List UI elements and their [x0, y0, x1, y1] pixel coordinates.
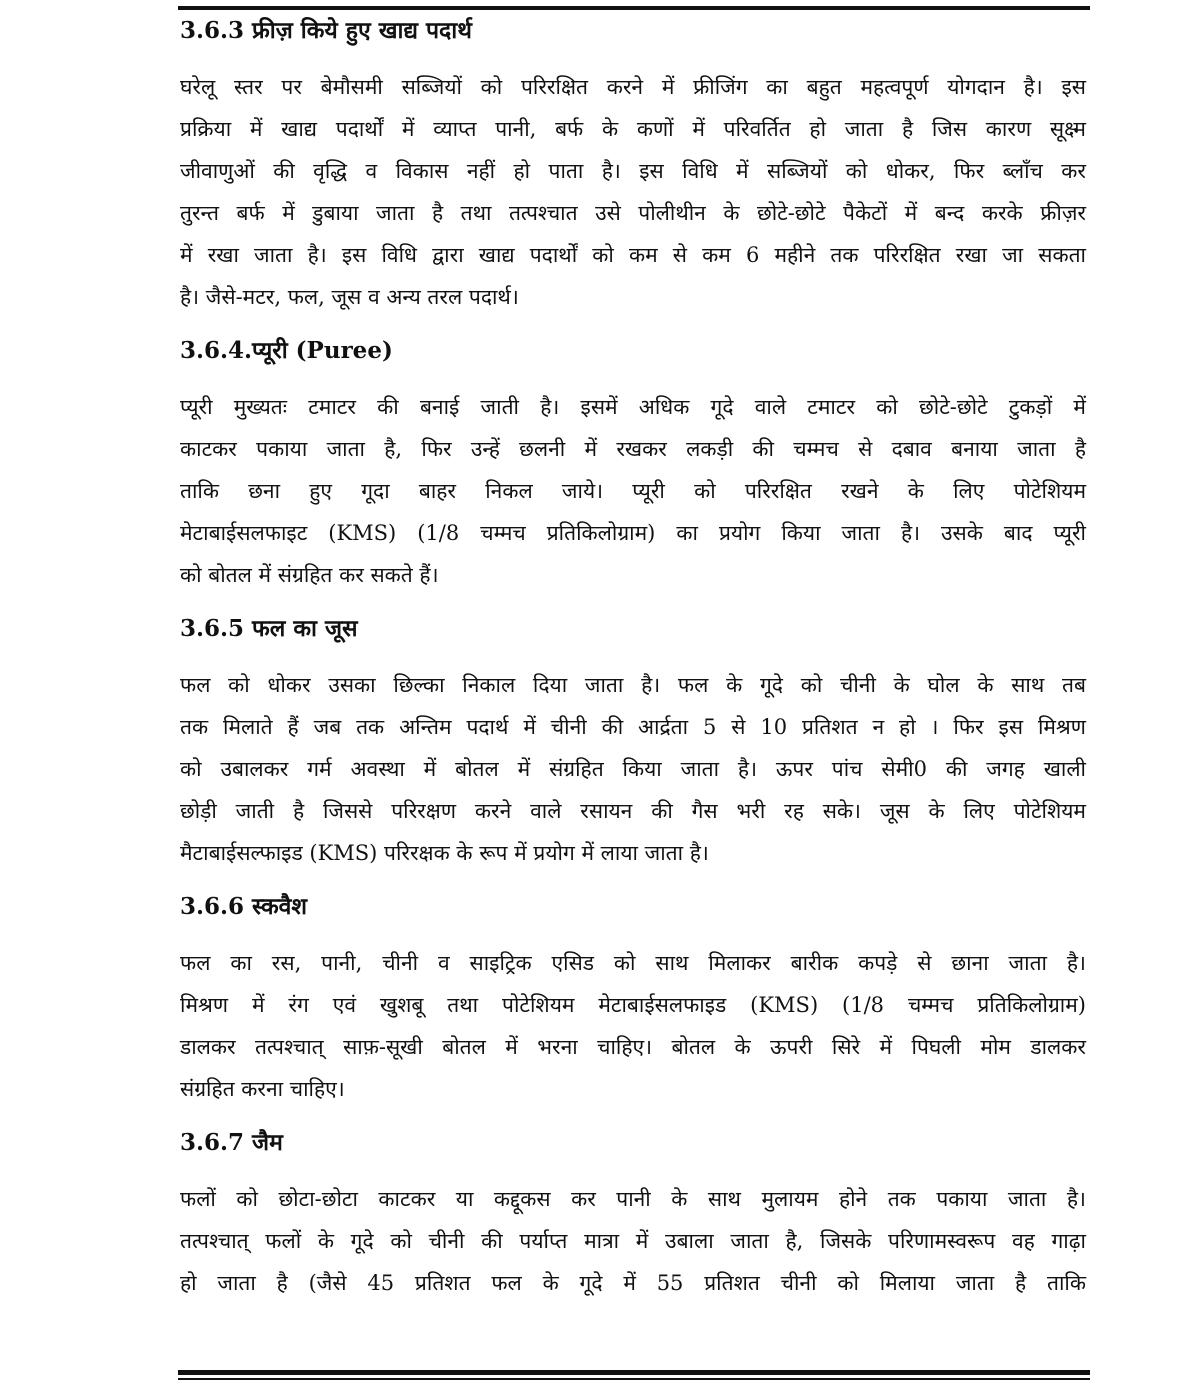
- section-squash: [180, 886, 1086, 1110]
- paragraph-line: को बोतल में संग्रहित कर सकते हैं।: [180, 563, 439, 587]
- bottom-rule-thin: [178, 1378, 1090, 1380]
- paragraph-line: है। जैसे-मटर, फल, जूस व अन्य तरल पदार्थ।: [180, 285, 519, 309]
- section-heading: 3.6.4.प्यूरी (Puree): [180, 337, 393, 364]
- paragraph-line: प्यूरी मुख्यतः टमाटर की बनाई जाती है। इसमें अधिक गूदे वाले टमाटर को छोटे-छोटे टुकड़ों में: [180, 395, 1086, 419]
- section-frozen-food: [180, 10, 1086, 318]
- section-puree: [180, 330, 1086, 596]
- paragraph-line: में रखा जाता है। इस विधि द्वारा खाद्य पदार्थों को कम से कम 6 महीने तक परिरक्षित रखा जा सकता: [180, 243, 1086, 267]
- paragraph-line: फल को धोकर उसका छिल्का निकाल दिया जाता है। फल के गूदे को चीनी के घोल के साथ तब: [180, 673, 1086, 697]
- paragraph-line: मैटाबाईसल्फाइड (KMS) परिरक्षक के रूप में प्रयोग में लाया जाता है।: [180, 841, 709, 865]
- paragraph-line: ताकि छना हुए गूदा बाहर निकल जाये। प्यूरी को परिरक्षित रखने के लिए पोटेशियम: [180, 479, 1086, 503]
- paragraph-line: प्रक्रिया में खाद्य पदार्थों में व्याप्त पानी, बर्फ के कणों में परिवर्तित हो जाता है जिस कारण सूक्ष्म: [180, 117, 1086, 141]
- paragraph-line: मिश्रण में रंग एवं खुशबू तथा पोटेशियम मेटाबाईसलफाइड (KMS) (1/8 चम्मच प्रतिकिलोग्राम): [180, 993, 1086, 1017]
- section-heading: 3.6.7 जैम: [180, 1129, 283, 1156]
- paragraph-line: घरेलू स्तर पर बेमौसमी सब्जियों को परिरक्षित करने में फ्रीजिंग का बहुत महत्वपूर्ण योगदान है। इस: [180, 75, 1086, 99]
- bottom-rule-thick: [178, 1370, 1090, 1375]
- paragraph-line: संग्रहित करना चाहिए।: [180, 1077, 345, 1101]
- paragraph-line: फल का रस, पानी, चीनी व साइट्रिक एसिड को साथ मिलाकर बारीक कपड़े से छाना जाता है।: [180, 951, 1086, 975]
- paragraph-line: जीवाणुओं की वृद्धि व विकास नहीं हो पाता है। इस विधि में सब्जियों को धोकर, फिर ब्लाँच कर: [180, 159, 1086, 183]
- section-heading: 3.6.6 स्कवैश: [180, 893, 308, 920]
- paragraph-line: मेटाबाईसलफाइट (KMS) (1/8 चम्मच प्रतिकिलोग्राम) का प्रयोग किया जाता है। उसके बाद प्यूरी: [180, 521, 1086, 545]
- paragraph-line: को उबालकर गर्म अवस्था में बोतल में संग्रहित किया जाता है। ऊपर पांच सेमी0 की जगह खाली: [180, 757, 1086, 781]
- section-heading: 3.6.3 फ्रीज़ किये हुए खाद्य पदार्थ: [180, 17, 472, 44]
- paragraph-line: तुरन्त बर्फ में डुबाया जाता है तथा तत्पश्चात उसे पोलीथीन के छोटे-छोटे पैकेटों में बन्द करके फ्रीज़र: [180, 201, 1086, 225]
- paragraph-line: हो जाता है (जैसे 45 प्रतिशत फल के गूदे में 55 प्रतिशत चीनी को मिलाया जाता है ताकि: [180, 1271, 1086, 1295]
- section-jam: [180, 1122, 1086, 1304]
- section-paragraph: [180, 664, 1086, 874]
- paragraph-line: तत्पश्चात् फलों के गूदे को चीनी की पर्याप्त मात्रा में उबाला जाता है, जिसके परिणामस्वरूप वह गाढ़ा: [180, 1229, 1086, 1253]
- paragraph-line: डालकर तत्पश्चात् साफ़-सूखी बोतल में भरना चाहिए। बोतल के ऊपरी सिरे में पिघली मोम डालकर: [180, 1035, 1086, 1059]
- section-paragraph: [180, 66, 1086, 318]
- section-paragraph: [180, 386, 1086, 596]
- section-paragraph: [180, 1178, 1086, 1304]
- document-body: [180, 10, 1086, 1316]
- paragraph-line: छोड़ी जाती है जिससे परिरक्षण करने वाले रसायन की गैस भरी रह सके। जूस के लिए पोटेशियम: [180, 799, 1086, 823]
- section-paragraph: [180, 942, 1086, 1110]
- section-heading: 3.6.5 फल का जूस: [180, 615, 358, 642]
- paragraph-line: फलों को छोटा-छोटा काटकर या कद्दूकस कर पानी के साथ मुलायम होने तक पकाया जाता है।: [180, 1187, 1086, 1211]
- section-fruit-juice: [180, 608, 1086, 874]
- paragraph-line: तक मिलाते हैं जब तक अन्तिम पदार्थ में चीनी की आर्द्रता 5 से 10 प्रतिशत न हो । फिर इस मिश्रण: [180, 715, 1086, 739]
- paragraph-line: काटकर पकाया जाता है, फिर उन्हें छलनी में रखकर लकड़ी की चम्मच से दबाव बनाया जाता है: [180, 437, 1086, 461]
